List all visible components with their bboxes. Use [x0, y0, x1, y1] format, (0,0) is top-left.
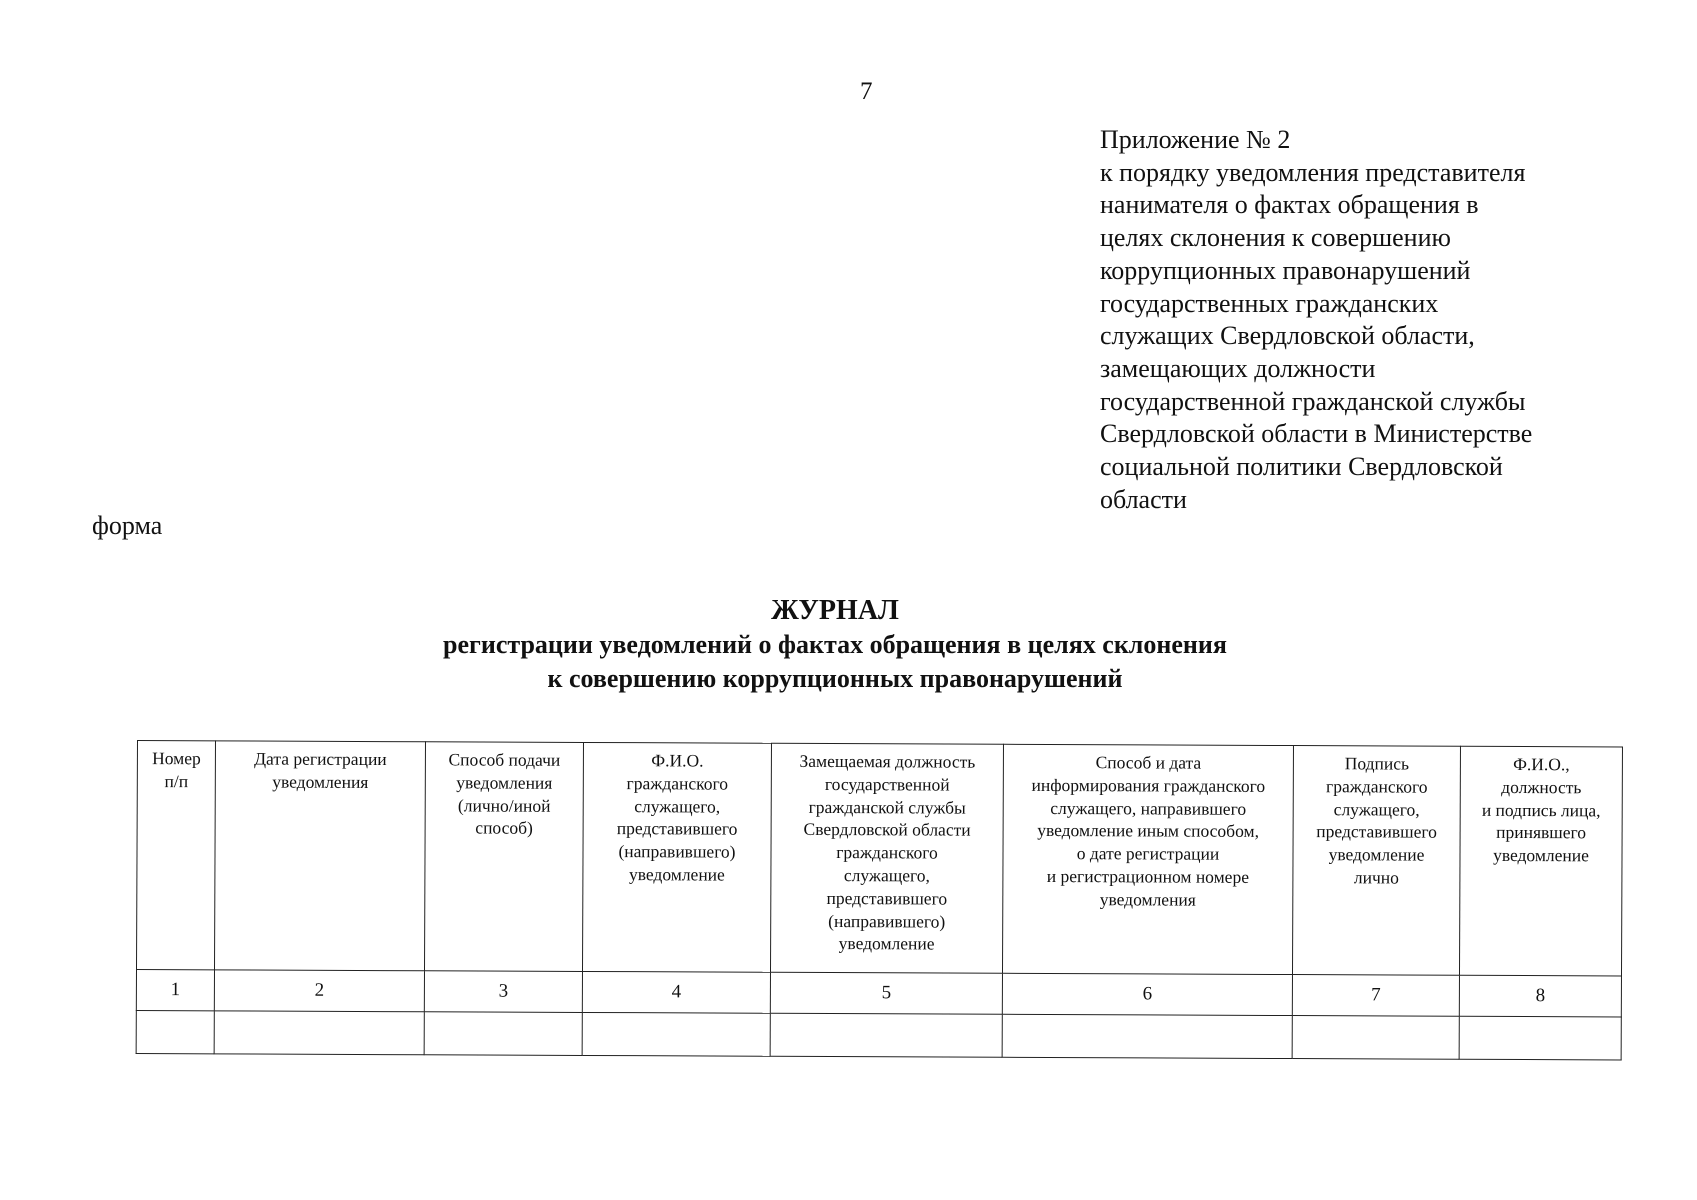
- title-line-3: к совершению коррупционных правонарушений: [547, 664, 1123, 693]
- empty-cell: [424, 1012, 582, 1056]
- empty-cell: [1292, 1016, 1459, 1060]
- header-text: Номер п/п: [152, 748, 201, 792]
- appendix-line: области: [1100, 484, 1187, 514]
- appendix-line: государственных гражданских: [1100, 288, 1439, 318]
- column-number-cell: 5: [770, 972, 1002, 1014]
- header-text: Способ подачи уведомления (лично/иной способ): [448, 749, 561, 839]
- column-number-cell: 4: [582, 971, 770, 1013]
- appendix-line: коррупционных правонарушений: [1100, 255, 1471, 285]
- empty-cell: [1459, 1016, 1621, 1060]
- header-cell-number: [136, 741, 215, 970]
- journal-table: [136, 740, 1623, 1060]
- header-text: Замещаемая должность государственной гражданской службы Свердловской области гражданского служащего, представившего (направившего) уведомление: [799, 750, 976, 954]
- appendix-block: [1100, 124, 1600, 516]
- appendix-line: нанимателя о фактах обращения в: [1100, 190, 1479, 220]
- empty-cell: [1002, 1014, 1292, 1058]
- table-row-empty: [136, 1010, 1621, 1059]
- appendix-line: целях склонения к совершению: [1100, 223, 1451, 253]
- empty-cell: [770, 1013, 1002, 1057]
- appendix-line: служащих Свердловской области,: [1100, 321, 1475, 351]
- column-number-cell: 7: [1292, 975, 1459, 1017]
- page-number: 7: [860, 78, 873, 105]
- header-cell-employee-signature: [1292, 746, 1460, 976]
- header-cell-informing-method: [1002, 744, 1293, 974]
- header-cell-registration-date: [214, 741, 425, 971]
- form-label: форма: [92, 511, 163, 540]
- title-line-1: ЖУРНАЛ: [771, 595, 899, 626]
- appendix-line: Приложение № 2: [1100, 125, 1291, 154]
- appendix-line: государственной гражданской службы: [1100, 386, 1526, 416]
- header-cell-receiver: [1459, 746, 1622, 976]
- empty-cell: [582, 1012, 770, 1056]
- header-cell-position: [770, 743, 1003, 973]
- column-number-cell: 2: [214, 970, 424, 1012]
- document-title: [250, 594, 1420, 696]
- title-line-2: регистрации уведомлений о фактах обращения в целях склонения: [443, 630, 1227, 659]
- header-text: Способ и дата информирования гражданского служащего, направившего уведомление иным способом, о дате регистрации и регистрационном номере уведомления: [1031, 752, 1266, 910]
- header-text: Дата регистрации уведомления: [254, 748, 387, 792]
- header-text: Ф.И.О., должность и подпись лица, принявшего уведомление: [1481, 754, 1601, 866]
- appendix-line: Свердловской области в Министерстве: [1100, 419, 1533, 449]
- empty-cell: [136, 1010, 214, 1053]
- column-number-cell: 3: [424, 971, 582, 1013]
- appendix-line: социальной политики Свердловской: [1100, 452, 1503, 482]
- header-text: Ф.И.О. гражданского служащего, представившего (направившего) уведомление: [616, 750, 738, 885]
- header-cell-employee-name: [582, 742, 771, 972]
- appendix-line: замещающих должности: [1100, 353, 1376, 383]
- appendix-line: к порядку уведомления представителя: [1100, 157, 1526, 187]
- column-number-cell: 1: [136, 970, 214, 1011]
- column-number-cell: 6: [1002, 973, 1292, 1015]
- column-number-cell: 8: [1459, 975, 1621, 1017]
- table-header-row: [136, 741, 1622, 976]
- header-cell-submission-method: [424, 742, 583, 972]
- header-text: Подпись гражданского служащего, представившего уведомление лично: [1316, 753, 1437, 888]
- empty-cell: [214, 1011, 424, 1055]
- column-number-row: [136, 970, 1621, 1017]
